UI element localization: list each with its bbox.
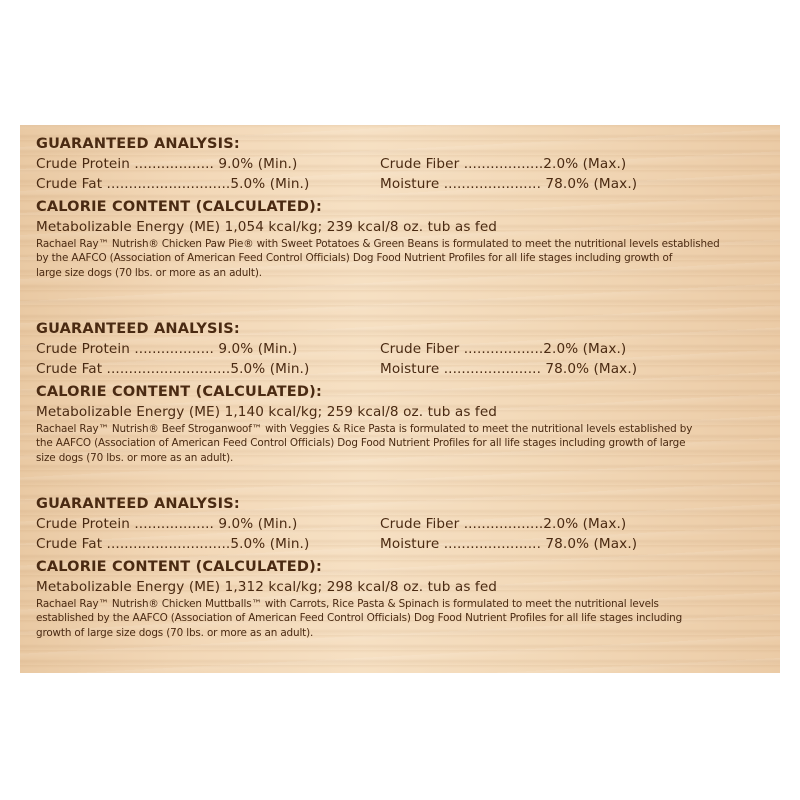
calorie-content-heading: CALORIE CONTENT (CALCULATED):: [36, 384, 322, 400]
analysis-row: [36, 359, 766, 379]
product-description: [36, 237, 766, 280]
metabolizable-energy: Metabolizable Energy (ME) 1,312 kcal/kg; 298 kcal/8 oz. tub as fed: [36, 579, 498, 595]
crude-protein-value: Crude Protein .................. 9.0% (Min.): [36, 516, 298, 532]
metabolizable-energy: Metabolizable Energy (ME) 1,140 kcal/kg; 259 kcal/8 oz. tub as fed: [36, 404, 498, 420]
label-panel: [20, 125, 780, 673]
description-line: by the AAFCO (Association of American Feed Control Officials) Dog Food Nutrient Profiles for all life stages including growth of: [36, 252, 673, 265]
description-line: growth of large size dogs (70 lbs. or more as an adult).: [36, 626, 314, 639]
moisture-value: Moisture ...................... 78.0% (Max.): [380, 536, 638, 552]
crude-fiber-value: Crude Fiber ..................2.0% (Max.): [380, 516, 627, 532]
guaranteed-analysis-heading: GUARANTEED ANALYSIS:: [36, 136, 240, 152]
product-section-3: [36, 495, 766, 640]
product-description: [36, 597, 766, 640]
product-section-1: [36, 135, 766, 280]
crude-fat-value: Crude Fat ............................5.0% (Min.): [36, 176, 310, 192]
calorie-content-heading: CALORIE CONTENT (CALCULATED):: [36, 199, 322, 215]
analysis-row: [36, 174, 766, 194]
description-line: size dogs (70 lbs. or more as an adult).: [36, 451, 234, 464]
moisture-value: Moisture ...................... 78.0% (Max.): [380, 361, 638, 377]
product-description: [36, 422, 766, 465]
crude-fiber-value: Crude Fiber ..................2.0% (Max.): [380, 341, 627, 357]
description-line: the AAFCO (Association of American Feed Control Officials) Dog Food Nutrient Profiles for all life stages including growth of large: [36, 437, 686, 450]
description-line: established by the AAFCO (Association of American Feed Control Officials) Dog Food Nutrient Profiles for all life stages including: [36, 612, 683, 625]
crude-fat-value: Crude Fat ............................5.0% (Min.): [36, 361, 310, 377]
guaranteed-analysis-heading: GUARANTEED ANALYSIS:: [36, 321, 240, 337]
crude-fat-value: Crude Fat ............................5.0% (Min.): [36, 536, 310, 552]
description-line: Rachael Ray™ Nutrish® Chicken Muttballs™ with Carrots, Rice Pasta & Spinach is formulated to meet the nutritional levels: [36, 598, 659, 610]
description-line: Rachael Ray™ Nutrish® Chicken Paw Pie® with Sweet Potatoes & Green Beans is formulated to meet the nutritional levels established: [36, 238, 720, 250]
metabolizable-energy: Metabolizable Energy (ME) 1,054 kcal/kg; 239 kcal/8 oz. tub as fed: [36, 219, 498, 235]
crude-protein-value: Crude Protein .................. 9.0% (Min.): [36, 341, 298, 357]
crude-protein-value: Crude Protein .................. 9.0% (Min.): [36, 156, 298, 172]
analysis-row: [36, 514, 766, 534]
analysis-row: [36, 339, 766, 359]
moisture-value: Moisture ...................... 78.0% (Max.): [380, 176, 638, 192]
guaranteed-analysis-heading: GUARANTEED ANALYSIS:: [36, 496, 240, 512]
analysis-row: [36, 534, 766, 554]
product-section-2: [36, 320, 766, 465]
analysis-row: [36, 154, 766, 174]
calorie-content-heading: CALORIE CONTENT (CALCULATED):: [36, 559, 322, 575]
description-line: Rachael Ray™ Nutrish® Beef Stroganwoof™ with Veggies & Rice Pasta is formulated to meet the nutritional levels established by: [36, 423, 693, 435]
crude-fiber-value: Crude Fiber ..................2.0% (Max.): [380, 156, 627, 172]
description-line: large size dogs (70 lbs. or more as an adult).: [36, 266, 262, 279]
